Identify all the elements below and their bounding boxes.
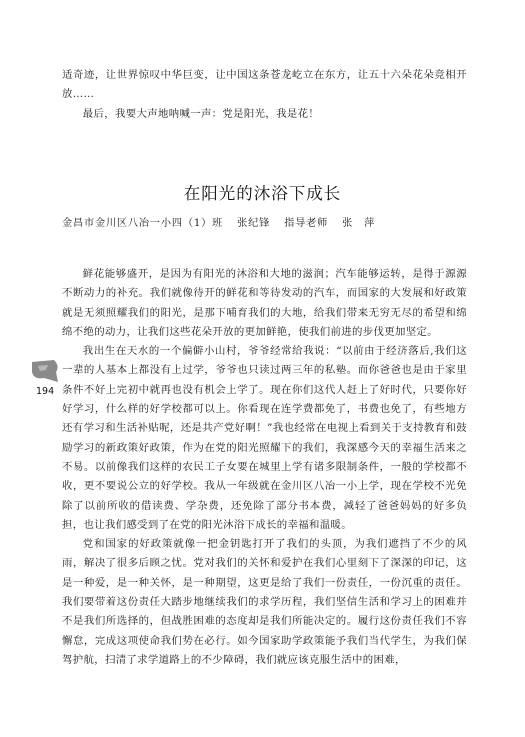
article-byline bbox=[62, 214, 385, 229]
body-paragraph: 我出生在天水的一个偏僻小山村，爷爷经常给我说：“以前由于经济落后,我们这一辈的人基本上都没有上过学，爷爷也只读过两三年的私塾。而你爸爸也是由于家里条件不好上完初中就再也没有机会上学了。现在你们这代人赶上了好时代，只要你好好学习，什么样的好学校都可以上。你看现在连学费都免了，书费也免了，有些地方还有学习和生活补贴呢，还是共产党好啊！”我也经常在电视上看到关于支持教育和鼓励学习的新政策好政策，作为在党的阳光照耀下的我们，我深感今天的幸福生活来之不易。以前像我们这样的农民工子女要在城里上学有诸多限制条件，一般的学校都不收，更不要说公立的好学校。我从一年级就在金川区八冶一小上学，现在学校不光免除了以前所收的借读费、学杂费，还免除了部分书本费，减轻了爸爸妈妈的好多负担，也让我们感受到了在党的阳光沐浴下成长的幸福和温暖。 bbox=[62, 345, 467, 531]
article-title: 在阳光的沐浴下成长 bbox=[183, 184, 342, 203]
byline-school: 金昌市金川区八冶一小四（1）班 bbox=[62, 218, 224, 229]
byline-author: 张纪锋 bbox=[237, 218, 271, 229]
body-paragraph: 鲜花能够盛开，是因为有阳光的沐浴和大地的滋润；汽车能够运转，是得于源源不断动力的补充。我们就像待开的鲜花和等待发动的汽车，而国家的大发展和好政策就是无须照耀我们的阳光，是那下哺育我们的大地，给我们带来无穷无尽的希望和绵绵不绝的动力，让我们这些花朵开放的更加鲜艳，使我们前进的步伐更加坚定。 bbox=[62, 268, 467, 338]
previous-section-ending bbox=[62, 66, 467, 124]
byline-advisor: 张 萍 bbox=[342, 218, 376, 229]
body-paragraph: 党和国家的好政策就像一把金钥匙打开了我们的头顶，为我们遮挡了不少的风雨，解决了很多后顾之忧。党对我们的关怀和爱护在我们心里刻下了深深的印记，这是一种爱，是一种关怀，是一种期望，这更是给了我们一份责任，一份沉重的责任。我们要带着这份责任大踏步地继续我们的求学历程，我们坚信生活和学习上的困难并不是我们所选择的，但战胜困难的态度却是我们所能决定的。履行这份责任我们不容懈怠，完成这项使命我们势在必行。如今国家助学政策能予我们当代学生，为我们保驾护航，扫清了求学道路上的不少障碍，我们就应该克服生活中的困难， bbox=[62, 538, 467, 666]
previous-section-closing: 最后，我要大声地呐喊一声：党是阳光，我是花！ bbox=[82, 107, 320, 120]
previous-section-line: 适奇迹，让世界惊叹中华巨变，让中国这条苍龙屹立在东方，让五十六朵花朵竞相开放…… bbox=[62, 69, 467, 101]
page-number: 194 bbox=[36, 386, 55, 397]
byline-advisor-label: 指导老师 bbox=[284, 218, 329, 229]
article-body bbox=[62, 265, 467, 670]
